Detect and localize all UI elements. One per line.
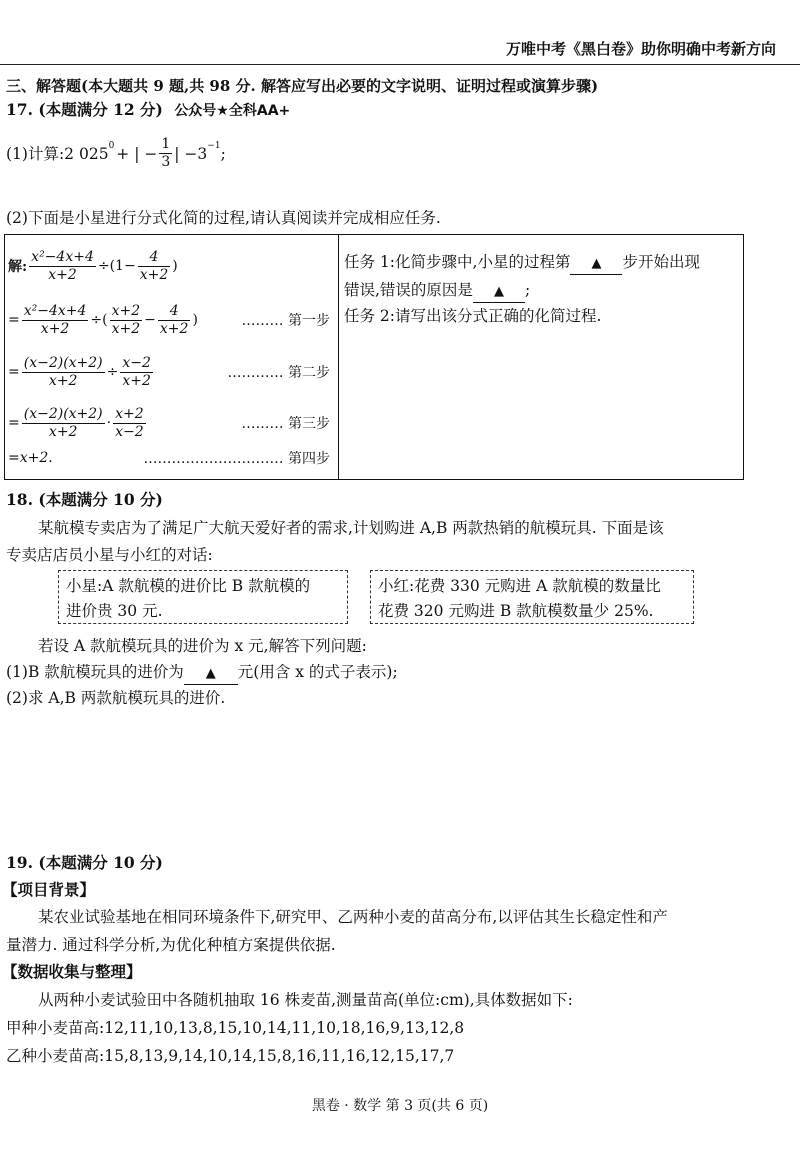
- q19-background-2: 量潜力. 通过科学分析,为优化种植方案提供依据.: [6, 936, 336, 954]
- task1-c: 错误,错误的原因是: [344, 281, 473, 299]
- triangle-blank-icon: ▲: [205, 666, 216, 681]
- step1-mid: ÷(: [90, 312, 108, 328]
- frac-den: x−2: [115, 423, 144, 440]
- frac-num: (x−2)(x+2): [23, 405, 103, 422]
- q18-intro-2: 专卖店店员小星与小红的对话:: [6, 546, 213, 564]
- q18-assume: 若设 A 款航模玩具的进价为 x 元,解答下列问题:: [38, 637, 367, 655]
- solution-step-4: [8, 444, 334, 472]
- bubble1-line1: 小星:A 款航模的进价比 B 款航模的: [66, 577, 311, 595]
- frac-den: x+2: [159, 320, 189, 337]
- solution-step-2: [8, 352, 334, 392]
- q19-yi-data: 乙种小麦苗高:15,8,13,9,14,10,14,15,8,16,11,16,12,15,17,7: [6, 1047, 455, 1065]
- q18-part1-b: 元(用含 x 的式子表示);: [237, 663, 398, 681]
- q17-part2: (2)下面是小星进行分式化简的过程,请认真阅读并完成相应任务.: [6, 209, 441, 227]
- task1-line1: [344, 252, 700, 275]
- q17-part1-end: ;: [220, 144, 226, 163]
- step2-label: ………… 第二步: [227, 365, 330, 381]
- frac-num: x+2: [115, 405, 144, 422]
- page-header-title: 万唯中考《黑白卷》助你明确中考新方向: [505, 40, 776, 58]
- bubble2-line2: 花费 320 元购进 B 款航模数量少 25%.: [378, 602, 654, 620]
- solution-step-1: [8, 300, 334, 340]
- solution-step-3: [8, 403, 334, 443]
- frac-den: x+2: [122, 372, 151, 389]
- watermark-text: 公众号★全科AA+: [174, 103, 291, 119]
- bubble1-line2: 进价贵 30 元.: [66, 602, 163, 620]
- q19-number: 19. (本题满分 10 分): [6, 853, 163, 872]
- frac-den: x+2: [48, 423, 78, 440]
- q17-number: [6, 100, 290, 121]
- step4-text: =x+2.: [8, 450, 53, 466]
- q18-part2: (2)求 A,B 两款航模玩具的进价.: [6, 689, 226, 707]
- q18-number: 18. (本题满分 10 分): [6, 490, 163, 509]
- step0-mid: ÷(1−: [97, 258, 136, 274]
- header-divider: [0, 64, 800, 65]
- frac-num: x+2: [111, 302, 141, 319]
- task1-b: 步开始出现: [622, 253, 700, 271]
- q18-part1-a: (1)B 款航模玩具的进价为: [6, 663, 184, 681]
- step2-eq: =: [8, 364, 20, 380]
- frac-num: (x−2)(x+2): [23, 354, 103, 371]
- step3-label: ……… 第三步: [241, 416, 330, 432]
- page-footer: 黑卷 · 数学 第 3 页(共 6 页): [311, 1098, 489, 1114]
- q17-part1: [6, 136, 226, 171]
- q19-jia-data: 甲种小麦苗高:12,11,10,13,8,15,10,14,11,10,18,16,9,13,12,8: [6, 1019, 465, 1037]
- task2-line: 任务 2:请写出该分式正确的化简过程.: [344, 307, 602, 325]
- q17-part1-tail: | −3: [174, 144, 208, 163]
- step1-end: ): [192, 312, 198, 328]
- frac-den: x+2: [48, 372, 78, 389]
- solution-step-0: [8, 246, 334, 286]
- step1-minus: −: [144, 312, 156, 328]
- task1-d: ;: [524, 281, 531, 299]
- q17-part1-abs: + | −: [116, 144, 158, 163]
- section-title: 三、解答题(本大题共 9 题,共 98 分. 解答应写出必要的文字说明、证明过程或演算步骤): [6, 77, 599, 95]
- q17-part1-sup1: −1: [207, 141, 221, 151]
- q19-background-1: 某农业试验基地在相同环境条件下,研究甲、乙两种小麦的苗高分布,以评估其生长稳定性和产: [38, 908, 668, 926]
- task1-line2: [344, 280, 530, 303]
- triangle-blank-icon: ▲: [591, 256, 602, 271]
- frac-num: x²−4x+4: [31, 248, 94, 265]
- q19-data-1: 从两种小麦试验田中各随机抽取 16 株麦苗,测量苗高(单位:cm),具体数据如下:: [38, 991, 573, 1009]
- step4-label: ………………………… 第四步: [143, 451, 330, 467]
- frac-den: x+2: [40, 320, 70, 337]
- q17-part1-prefix: (1)计算:2 025: [6, 144, 109, 163]
- q19-background-title: 【项目背景】: [2, 880, 96, 899]
- bubble2-line1: 小红:花费 330 元购进 A 款航模的数量比: [378, 577, 661, 595]
- q17-number-text: 17. (本题满分 12 分): [6, 100, 163, 119]
- frac-num: 1: [161, 136, 171, 152]
- fraction-one-third: [159, 136, 172, 171]
- q18-part1: [6, 662, 398, 685]
- q17-part1-sup0: 0: [108, 141, 115, 151]
- solution-table-divider: [338, 234, 339, 479]
- q18-intro-1: 某航模专卖店为了满足广大航天爱好者的需求,计划购进 A,B 两款热销的航模玩具. 下面是该: [38, 519, 664, 537]
- frac-num: x²−4x+4: [23, 302, 87, 319]
- solution-label: 解:: [8, 259, 28, 275]
- step0-end: ): [172, 258, 178, 274]
- step3-mid: ·: [106, 415, 112, 431]
- task1-a: 任务 1:化简步骤中,小星的过程第: [344, 253, 571, 271]
- step2-mid: ÷: [106, 364, 119, 380]
- q19-data-title: 【数据收集与整理】: [2, 962, 142, 981]
- frac-den: x+2: [111, 320, 141, 337]
- frac-den: x+2: [139, 266, 169, 283]
- frac-den: 3: [161, 154, 171, 170]
- frac-num: 4: [138, 249, 171, 267]
- frac-den: x+2: [48, 266, 77, 283]
- step1-label: ……… 第一步: [241, 313, 330, 329]
- step3-eq: =: [8, 415, 20, 431]
- triangle-blank-icon: ▲: [493, 284, 504, 299]
- step1-eq: =: [8, 312, 20, 328]
- frac-num: 4: [158, 303, 191, 321]
- frac-num: x−2: [122, 354, 151, 371]
